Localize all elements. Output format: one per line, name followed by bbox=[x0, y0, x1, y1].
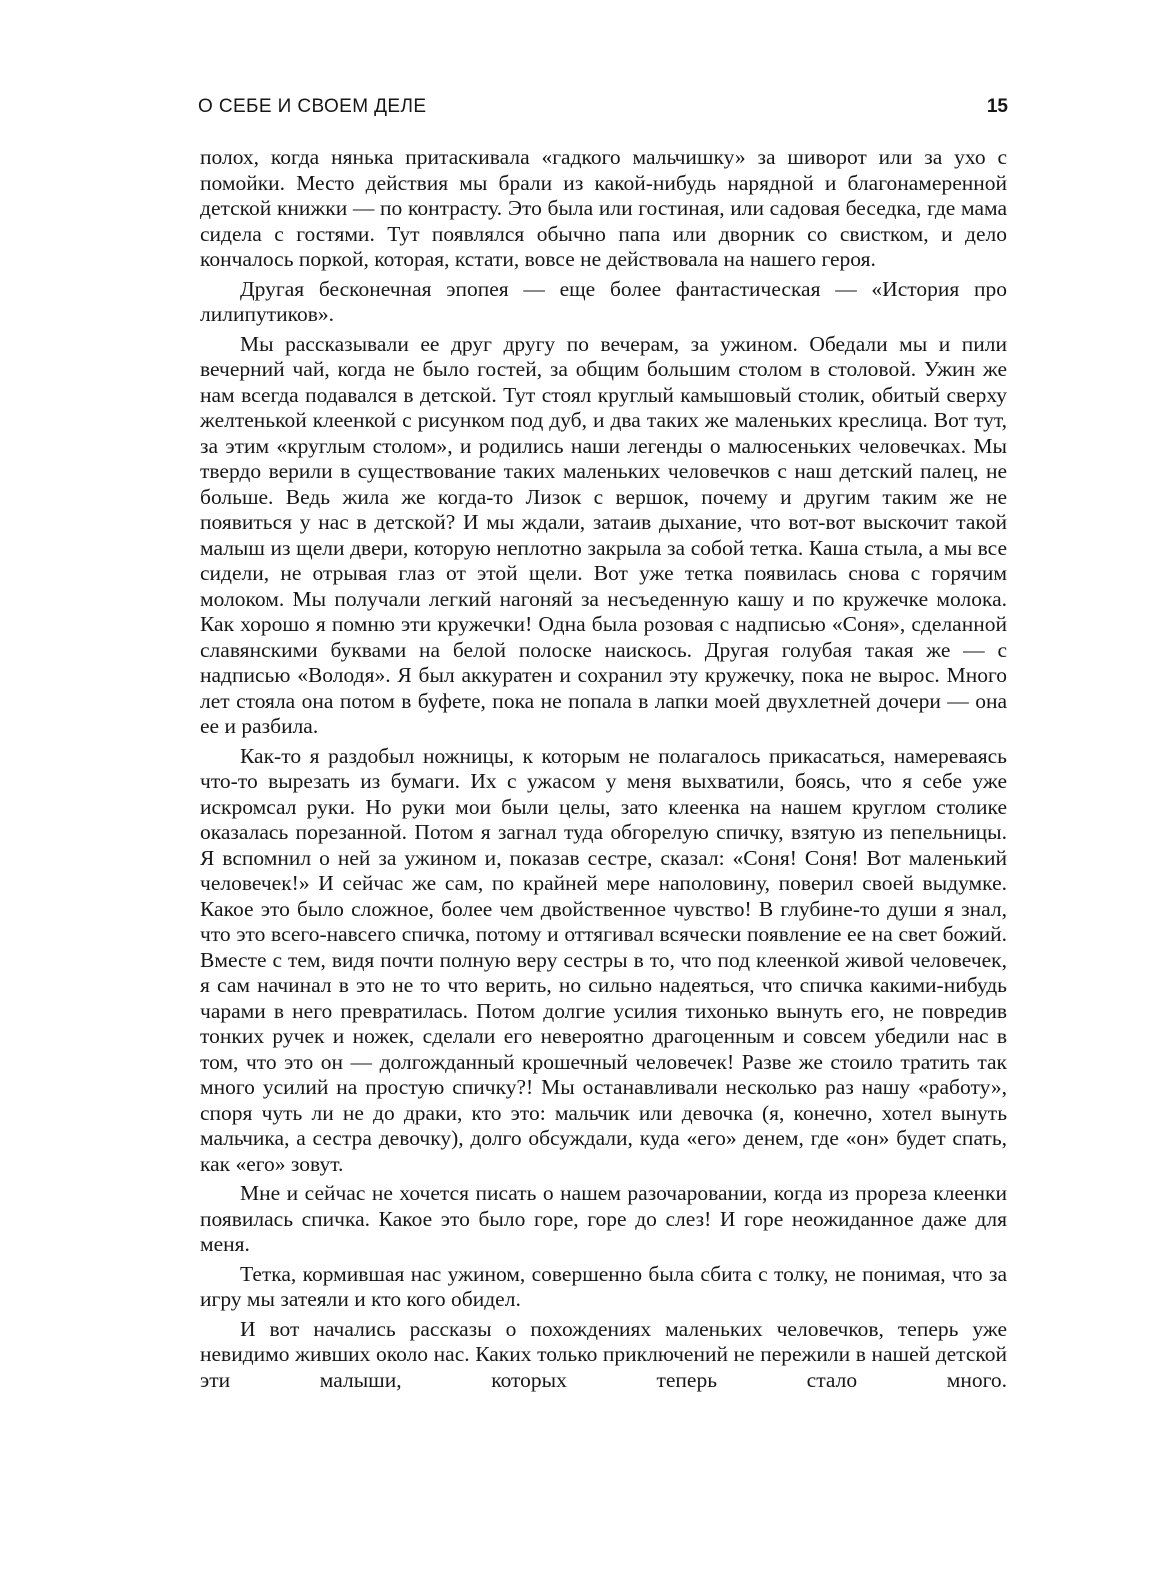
body-text bbox=[200, 145, 1007, 1397]
paragraph-continuation: полох, когда нянька притаскивала «гадкого мальчишку» за шиворот или за ухо с помойки. Место действия мы брали из какой-нибудь нарядной и благонамеренной детской книжки — по контрасту. Это была или гостиная, или садовая беседка, где мама сидела с гостями. Тут появлялся обычно папа или дворник со свистком, и дело кончалось поркой, которая, кстати, вовсе не действовала на нашего героя. bbox=[200, 145, 1007, 271]
paragraph: Мне и сейчас не хочется писать о нашем разочаровании, когда из прореза клеенки появилась спичка. Какое это было горе, горе до слез! И горе неожиданное даже для меня. bbox=[200, 1181, 1007, 1256]
running-title: О СЕБЕ И СВОЕМ ДЕЛЕ bbox=[198, 96, 427, 117]
paragraph: И вот начались рассказы о похождениях маленьких человечков, теперь уже невидимо живших около нас. Каких только приключений не пережили в нашей детской эти малыши, которых теперь стало много. bbox=[200, 1316, 1007, 1392]
paragraph: Как-то я раздобыл ножницы, к которым не полагалось прикасаться, намереваясь что-то вырезать из бумаги. Их с ужасом у меня выхватили, боясь, что я себе уже искромсал руки. Но руки мои были целы, зато клеенка на нашем круглом столике оказалась порезанной. Потом я загнал туда обгорелую спичку, взятую из пепельницы. Я вспомнил о ней за ужином и, показав сестре, сказал: «Соня! Соня! Вот маленький человечек!» И сейчас же сам, по крайней мере наполовину, поверил своей выдумке. Какое это было сложное, более чем двойственное чувство! В глубине-то души я знал, что это всего-навсего спичка, потому и оттягивал всячески появление ее на свет божий. Вместе с тем, видя почти полную веру сестры в то, что под клеенкой живой человечек, я сам начинал в это не то что верить, но сильно надеяться, что спичка какими-нибудь чарами в него превратилась. Потом долгие усилия тихонько вынуть его, не повредив тонких ручек и ножек, сделали его невероятно драгоценным и совсем убедили нас в том, что это он — долгожданный крошечный человечек! Разве же стоило тратить так много усилий на простую спичку?! Мы останавливали несколько раз нашу «работу», споря чуть ли не до драки, кто это: мальчик или девочка (я, конечно, хотел вынуть мальчика, а сестра девочку), долго обсуждали, куда «его» денем, где «он» будет спать, как «его» зовут. bbox=[200, 743, 1007, 1176]
paragraph: Тетка, кормившая нас ужином, совершенно была сбита с толку, не понимая, что за игру мы затеяли и кто кого обидел. bbox=[200, 1261, 1007, 1311]
paragraph: Другая бесконечная эпопея — еще более фантастическая — «История про лилипутиков». bbox=[200, 276, 1007, 326]
paragraph: Мы рассказывали ее друг другу по вечерам, за ужином. Обедали мы и пили вечерний чай, когда не было гостей, за общим большим столом в столовой. Ужин же нам всегда подавался в детской. Тут стоял круглый камышовый столик, обитый сверху желтенькой клеенкой с рисунком под дуб, и два таких же маленьких креслица. Вот тут, за этим «круглым столом», и родились наши легенды о малюсеньких человечках. Мы твердо верили в существование таких маленьких человечков с наш детский палец, не больше. Ведь жила же когда-то Лизок с вершок, почему и другим таким же не появиться у нас в детской? И мы ждали, затаив дыхание, что вот-вот выскочит такой малыш из щели двери, которую неплотно закрыла за собой тетка. Каша стыла, а мы все сидели, не отрывая глаз от этой щели. Вот уже тетка появилась снова с горячим молоком. Мы получали легкий нагоняй за несъеденную кашу и по кружечке молока. Как хорошо я помню эти кружечки! Одна была розовая с надписью «Соня», сделанной славянскими буквами на белой полоске наискось. Другая голубая такая же — с надписью «Володя». Я был аккуратен и сохранил эту кружечку, пока не вырос. Много лет стояла она потом в буфете, пока не попала в лапки моей двухлетней дочери — она ее и разбила. bbox=[200, 331, 1007, 738]
page-number: 15 bbox=[986, 96, 1008, 117]
running-head bbox=[198, 96, 1008, 126]
